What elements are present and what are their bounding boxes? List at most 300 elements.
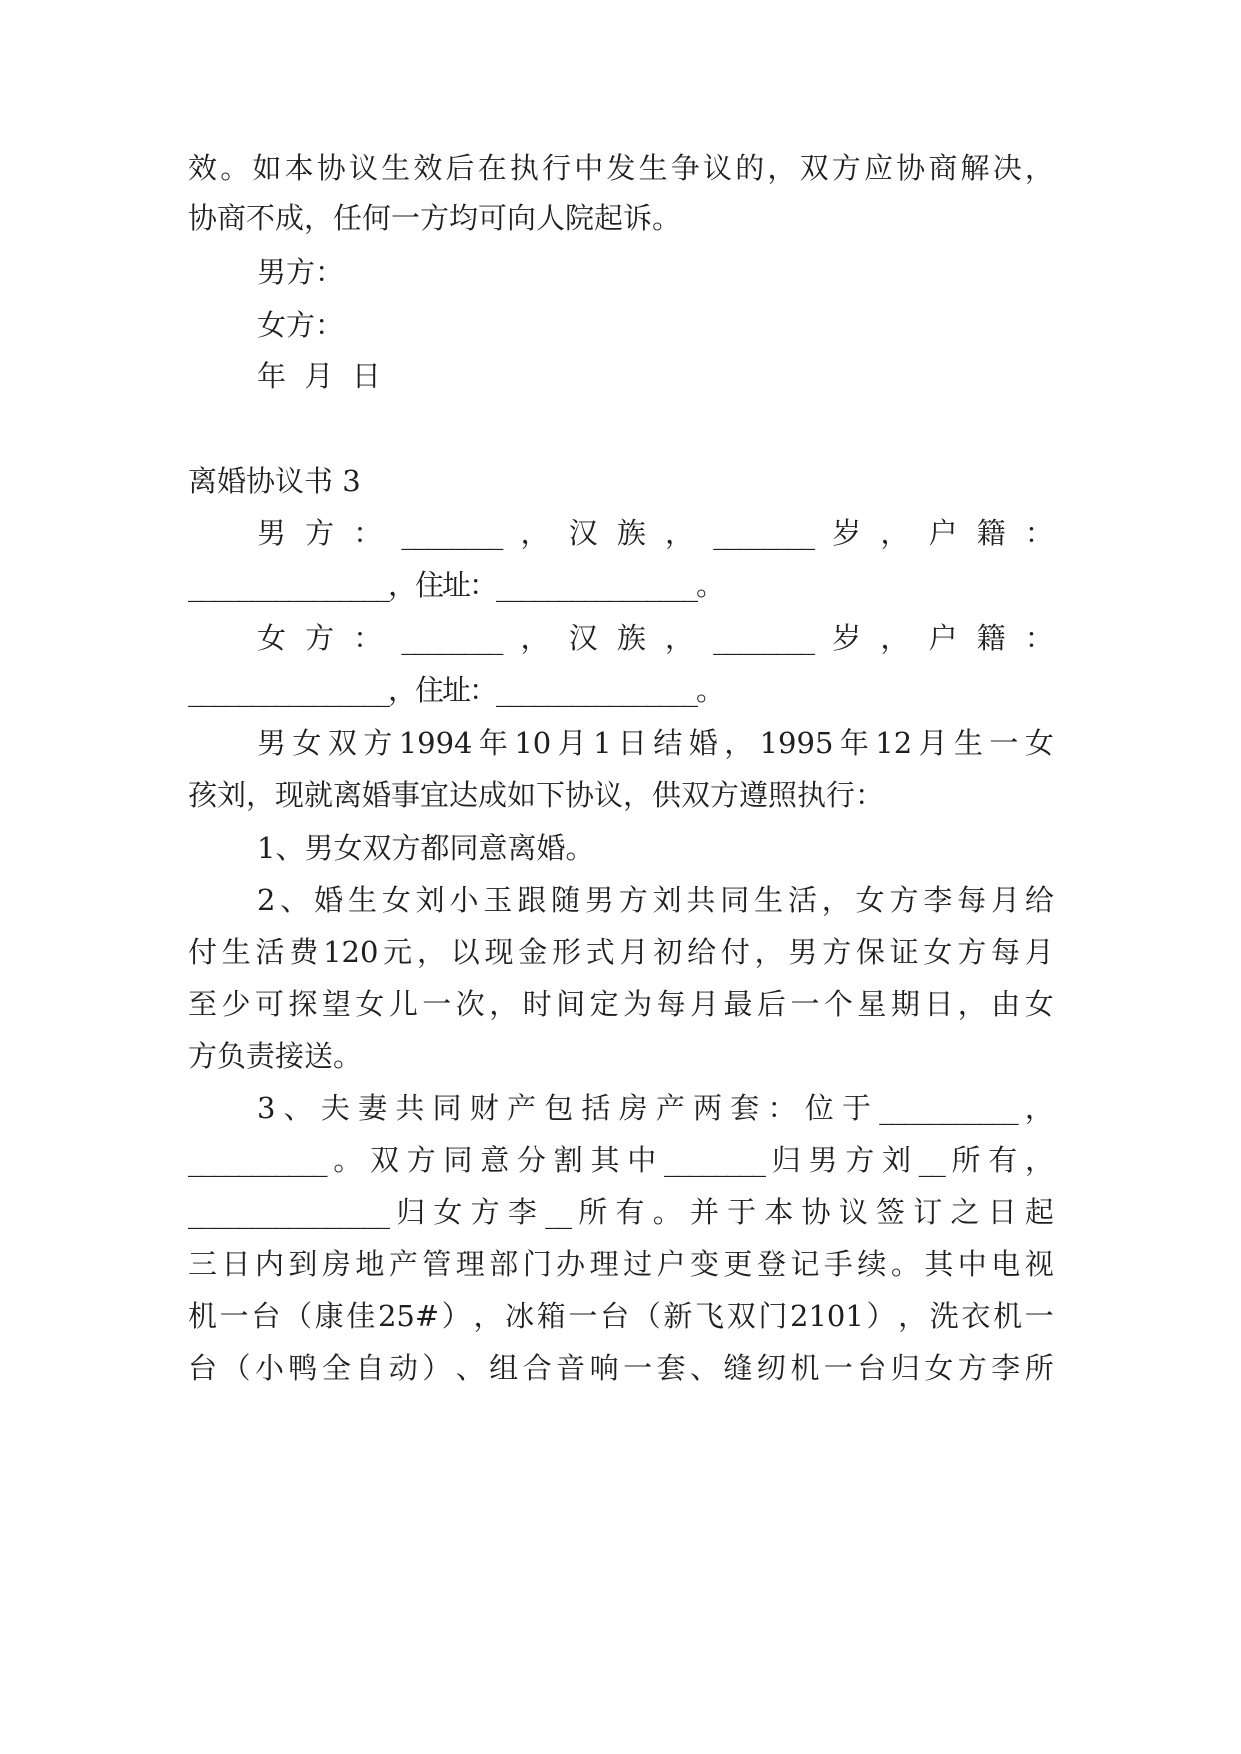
text-token: 本 (284, 151, 314, 185)
text-token: 议 (703, 151, 733, 185)
text-token: 自 (355, 1351, 385, 1385)
text-token: 、 (280, 883, 310, 917)
text-line (188, 984, 1054, 1024)
text-token: 男 (808, 1143, 838, 1177)
text-token: 女 (381, 883, 411, 917)
text-token: 1 (593, 726, 612, 760)
text-token: 现 (484, 935, 514, 969)
text-token: ， (1024, 151, 1054, 185)
text-token: ） (422, 1351, 452, 1385)
text-token: 给 (1024, 883, 1054, 917)
text-token: 活 (787, 883, 817, 917)
clause-3 (257, 1088, 1054, 1128)
text-token: 最 (723, 987, 753, 1021)
text-token: （ (282, 1299, 312, 1333)
text-token: ， (489, 987, 519, 1021)
text-token: 门 (522, 1247, 552, 1281)
text-token: 10 (514, 726, 552, 760)
text-line: 方负责接送。 (188, 1039, 363, 1073)
text-token: 中 (574, 151, 604, 185)
text-line: 协商不成，任何一方均可向人院起诉。 (188, 201, 682, 235)
text-token: 式 (585, 935, 615, 969)
text-token: 办 (556, 1247, 586, 1281)
text-token: ， (754, 935, 784, 969)
text-token: 女 (924, 1351, 954, 1385)
text-line (188, 1140, 1054, 1180)
text-token: ） (866, 1299, 896, 1333)
text-token: 商 (928, 151, 958, 185)
text-token: 一 (219, 1299, 249, 1333)
text-token: 结 (653, 726, 683, 760)
text-token: 飞 (695, 1299, 725, 1333)
text-token: 玉 (483, 883, 513, 917)
text-token: 形 (552, 935, 582, 969)
text-token: 女 (433, 1195, 463, 1229)
text-token: 有 (988, 1143, 1018, 1177)
text-token: 刘 (881, 1143, 911, 1177)
text-token: 订 (913, 1195, 943, 1229)
text-token: 产 (506, 1091, 536, 1125)
text-token: 发 (606, 151, 636, 185)
text-token: 男 (257, 516, 287, 550)
text-token: ， (416, 935, 446, 969)
text-token: 部 (489, 1247, 519, 1281)
text-token: 解 (960, 151, 990, 185)
text-token: 台 (188, 1351, 218, 1385)
text-token: 刘 (415, 883, 445, 917)
text-token: 生 (221, 935, 251, 969)
text-token: 共 (395, 1091, 425, 1125)
text-token: 房 (321, 1247, 351, 1281)
text-token: 月 (557, 726, 587, 760)
text-token: 女 (855, 883, 885, 917)
text-token: 。 (890, 1247, 920, 1281)
text-token: 产 (388, 1247, 418, 1281)
text-token: ， (520, 516, 550, 550)
text-token: ________ (663, 1143, 764, 1177)
text-token: 李 (507, 1195, 537, 1229)
text-token: 于 (841, 1091, 871, 1125)
text-token: ： (1024, 516, 1054, 550)
text-token: 续 (857, 1247, 887, 1281)
text-token: 1995 (759, 726, 834, 760)
text-token: 一 (823, 1351, 853, 1385)
text-token: 日 (617, 726, 647, 760)
text-token: 汉 (568, 516, 598, 550)
signature-male-label: 男方： (257, 255, 345, 289)
text-token: 组 (489, 1351, 519, 1385)
text-token: ________________ (188, 1195, 388, 1229)
text-token: 方 (305, 621, 335, 655)
text-line (188, 1244, 1054, 1284)
text-token: 男 (788, 935, 818, 969)
text-token: 协 (896, 151, 926, 185)
text-token: 所 (578, 1195, 608, 1229)
text-token: 月 (991, 883, 1021, 917)
text-token: 付 (188, 935, 218, 969)
text-token: ， (724, 726, 754, 760)
text-token: __ (545, 1195, 571, 1229)
text-token: 月 (619, 935, 649, 969)
text-token: 方 (305, 516, 335, 550)
text-token: 族 (616, 621, 646, 655)
text-token: 新 (663, 1299, 693, 1333)
text-token: 元 (383, 935, 413, 969)
signature-female-label: 女方： (257, 308, 345, 342)
text-token: 中 (627, 1143, 657, 1177)
text-token: 如 (252, 151, 282, 185)
text-token: ， (664, 516, 694, 550)
text-token: 意 (480, 1143, 510, 1177)
text-token: 1994 (398, 726, 473, 760)
text-token: 后 (756, 987, 786, 1021)
text-line (188, 148, 1054, 188)
text-token: 生 (347, 883, 377, 917)
text-token: 变 (690, 1247, 720, 1281)
text-token: 生 (638, 151, 668, 185)
text-token: 个 (823, 987, 853, 1021)
text-token: 有 (615, 1195, 645, 1229)
text-token: 同 (432, 1091, 462, 1125)
text-token: 望 (321, 987, 351, 1021)
text-token: 随 (551, 883, 581, 917)
text-token: 岁 (832, 621, 862, 655)
text-token: 每 (990, 935, 1020, 969)
text-token: 费 (289, 935, 319, 969)
male-party-line (257, 513, 1054, 553)
text-token: 每 (656, 987, 686, 1021)
text-token: 一 (790, 987, 820, 1021)
text-token: ： (353, 621, 383, 655)
text-token: 动 (388, 1351, 418, 1385)
text-token: 方 (363, 726, 393, 760)
text-token: 之 (950, 1195, 980, 1229)
text-token: 夫 (320, 1091, 350, 1125)
date-line: 年 月 日 (257, 359, 381, 393)
text-token: 过 (623, 1247, 653, 1281)
text-token: 方 (470, 1195, 500, 1229)
text-token: 年 (839, 726, 869, 760)
text-line (188, 1192, 1054, 1232)
text-token: 至 (188, 987, 218, 1021)
text-token: 双 (799, 151, 829, 185)
text-token: 女 (292, 726, 322, 760)
text-token: 次 (455, 987, 485, 1021)
text-token: 双 (327, 726, 357, 760)
text-token: 争 (670, 151, 700, 185)
text-token: 两 (693, 1091, 723, 1125)
text-token: 男 (584, 883, 614, 917)
text-token: ， (664, 621, 694, 655)
text-token: 时 (522, 987, 552, 1021)
text-token: 定 (589, 987, 619, 1021)
text-token: ___________ (879, 1091, 1017, 1125)
text-token: 电 (991, 1247, 1021, 1281)
text-token: 小 (254, 1351, 284, 1385)
text-token: 间 (556, 987, 586, 1021)
text-token: 台 (857, 1351, 887, 1385)
text-token: 方 (406, 1143, 436, 1177)
text-token: 台 (251, 1299, 281, 1333)
text-token: 机 (790, 1351, 820, 1385)
text-token: 期 (890, 987, 920, 1021)
text-token: 理 (455, 1247, 485, 1281)
text-token: 付 (720, 935, 750, 969)
text-token: 以 (450, 935, 480, 969)
text-token: 金 (518, 935, 548, 969)
female-address-line: ________________，住址：________________。 (188, 673, 724, 707)
text-token: 12 (875, 726, 913, 760)
blank-field: ________ (713, 621, 814, 655)
text-token: 为 (623, 987, 653, 1021)
text-token: 康 (314, 1299, 344, 1333)
text-token: 一 (623, 1351, 653, 1385)
text-token: 响 (589, 1351, 619, 1385)
text-token: 分 (516, 1143, 546, 1177)
text-token: 户 (928, 516, 958, 550)
text-token: ： (767, 1091, 797, 1125)
text-line (257, 723, 1054, 763)
text-token: 手 (823, 1247, 853, 1281)
text-token: 归 (890, 1351, 920, 1385)
text-token: 产 (655, 1091, 685, 1125)
text-token: 女 (355, 987, 385, 1021)
text-token: 洗 (929, 1299, 959, 1333)
text-token: 起 (1024, 1195, 1054, 1229)
text-token: 婚 (688, 726, 718, 760)
text-token: 方 (822, 935, 852, 969)
text-token: （ (221, 1351, 251, 1385)
text-token: 方 (957, 935, 987, 969)
text-token: 一 (1024, 1299, 1054, 1333)
text-token: 每 (957, 883, 987, 917)
text-token: 所 (951, 1143, 981, 1177)
text-token: 同 (720, 883, 750, 917)
text-token: 活 (255, 935, 285, 969)
text-token: 日 (987, 1195, 1017, 1229)
text-token: 更 (723, 1247, 753, 1281)
text-token: 双 (726, 1299, 756, 1333)
text-token: 后 (445, 151, 475, 185)
text-token: 共 (686, 883, 716, 917)
text-token: 李 (923, 883, 953, 917)
text-token: 。 (652, 1195, 682, 1229)
text-token: 、 (690, 1351, 720, 1385)
text-token: 女 (257, 621, 287, 655)
text-token: 冰 (505, 1299, 535, 1333)
text-line (188, 1348, 1054, 1388)
text-token: 套 (656, 1351, 686, 1385)
text-token: 佳 (346, 1299, 376, 1333)
text-token: 户 (928, 621, 958, 655)
text-token: 门 (758, 1299, 788, 1333)
text-token: 方 (889, 883, 919, 917)
text-token: ， (1024, 1143, 1054, 1177)
text-token: 日 (221, 1247, 251, 1281)
text-token: 由 (991, 987, 1021, 1021)
text-token: 财 (469, 1091, 499, 1125)
text-token: 纫 (756, 1351, 786, 1385)
text-token: 包 (544, 1091, 574, 1125)
text-token: 登 (756, 1247, 786, 1281)
text-token: 割 (553, 1143, 583, 1177)
text-token: 、 (283, 1091, 313, 1125)
female-party-line (257, 618, 1054, 658)
text-token: 机 (993, 1299, 1023, 1333)
text-token: ， (821, 883, 851, 917)
text-token: ， (880, 621, 910, 655)
text-token: 缝 (723, 1351, 753, 1385)
text-token: 汉 (568, 621, 598, 655)
text-token: ， (520, 621, 550, 655)
text-token: 本 (764, 1195, 794, 1229)
text-token: 户 (656, 1247, 686, 1281)
text-token: 议 (348, 151, 378, 185)
text-token: 婚 (314, 883, 344, 917)
text-token: 所 (1024, 1351, 1054, 1385)
text-token: 衣 (961, 1299, 991, 1333)
text-token: ， (957, 987, 987, 1021)
text-token: 月 (1024, 935, 1054, 969)
text-token: 协 (801, 1195, 831, 1229)
text-token: 记 (790, 1247, 820, 1281)
text-token: 妻 (358, 1091, 388, 1125)
text-token: ， (898, 1299, 928, 1333)
text-token: ： (1024, 621, 1054, 655)
blank-field: ________ (401, 516, 502, 550)
section-title: 离婚协议书 3 (188, 464, 361, 498)
text-token: ， (1024, 1091, 1054, 1125)
text-token: 生 (381, 151, 411, 185)
text-line (188, 932, 1054, 972)
text-token: 在 (477, 151, 507, 185)
text-token: 鸭 (288, 1351, 318, 1385)
blank-field: ________ (401, 621, 502, 655)
text-line (188, 1296, 1054, 1336)
text-token: （ (631, 1299, 661, 1333)
text-token: 3 (257, 1091, 276, 1125)
text-token: 跟 (517, 883, 547, 917)
text-token: 方 (957, 1351, 987, 1385)
text-token: 保 (855, 935, 885, 969)
text-token: 年 (478, 726, 508, 760)
text-token: 其 (924, 1247, 954, 1281)
text-token: 女 (923, 935, 953, 969)
text-token: 地 (355, 1247, 385, 1281)
text-token: 到 (288, 1247, 318, 1281)
text-token: 2101 (790, 1299, 864, 1333)
text-token: 机 (188, 1299, 218, 1333)
text-token: 日 (924, 987, 954, 1021)
text-token: 效 (413, 151, 443, 185)
text-token: 刘 (652, 883, 682, 917)
text-token: 女 (1024, 726, 1054, 760)
text-token: 应 (863, 151, 893, 185)
text-token: 全 (321, 1351, 351, 1385)
text-token: 月 (690, 987, 720, 1021)
text-token: 李 (991, 1351, 1021, 1385)
text-token: 的 (735, 151, 765, 185)
text-token: 效 (188, 151, 218, 185)
text-token: 决 (992, 151, 1022, 185)
text-token: 理 (589, 1247, 619, 1281)
text-token: 给 (687, 935, 717, 969)
text-token: 中 (957, 1247, 987, 1281)
text-token: 内 (254, 1247, 284, 1281)
clause-2 (257, 880, 1054, 920)
text-token: 归 (396, 1195, 426, 1229)
text-token: ： (353, 516, 383, 550)
text-token: 少 (221, 987, 251, 1021)
text-token: 其 (590, 1143, 620, 1177)
blank-field: ________ (713, 516, 814, 550)
text-token: 协 (316, 151, 346, 185)
text-token: 岁 (832, 516, 862, 550)
text-token: ， (880, 516, 910, 550)
text-token: 合 (522, 1351, 552, 1385)
text-token: 台 (600, 1299, 630, 1333)
text-token: 籍 (976, 621, 1006, 655)
text-token: 2 (257, 883, 276, 917)
text-token: 双 (369, 1143, 399, 1177)
text-token: 管 (422, 1247, 452, 1281)
text-token: 音 (556, 1351, 586, 1385)
text-token: 签 (876, 1195, 906, 1229)
text-token: 籍 (976, 516, 1006, 550)
text-token: 归 (771, 1143, 801, 1177)
text-token: 行 (542, 151, 572, 185)
text-token: 一 (568, 1299, 598, 1333)
text-token: 。 (220, 151, 250, 185)
text-token: 位 (804, 1091, 834, 1125)
text-token: 探 (288, 987, 318, 1021)
text-token: 于 (727, 1195, 757, 1229)
text-token: 议 (838, 1195, 868, 1229)
text-token: 25# (377, 1299, 440, 1333)
text-token: 三 (188, 1247, 218, 1281)
text-token: 男 (257, 726, 287, 760)
text-token: 一 (989, 726, 1019, 760)
text-token: 生 (953, 726, 983, 760)
text-token: ， (767, 151, 797, 185)
text-token: 小 (449, 883, 479, 917)
clause-1: 1、男女双方都同意离婚。 (257, 831, 595, 865)
text-token: 初 (653, 935, 683, 969)
male-address-line: ________________，住址：________________。 (188, 568, 724, 602)
text-line: 孩刘，现就离婚事宜达成如下协议，供双方遵照执行： (188, 778, 885, 812)
text-token: __ (918, 1143, 944, 1177)
text-token: 方 (845, 1143, 875, 1177)
text-token: 房 (618, 1091, 648, 1125)
text-token: 同 (443, 1143, 473, 1177)
text-token: 可 (254, 987, 284, 1021)
text-token: 括 (581, 1091, 611, 1125)
text-token: 星 (857, 987, 887, 1021)
text-token: 女 (1024, 987, 1054, 1021)
text-token: 儿 (388, 987, 418, 1021)
text-token: 套 (730, 1091, 760, 1125)
text-token: ） (441, 1299, 471, 1333)
text-token: 执 (509, 151, 539, 185)
text-token: 箱 (536, 1299, 566, 1333)
text-token: 120 (323, 935, 379, 969)
text-token: 月 (918, 726, 948, 760)
text-token: 生 (754, 883, 784, 917)
text-token: 。 (333, 1143, 363, 1177)
text-token: 一 (422, 987, 452, 1021)
text-token: 、 (455, 1351, 485, 1385)
text-token: 证 (889, 935, 919, 969)
